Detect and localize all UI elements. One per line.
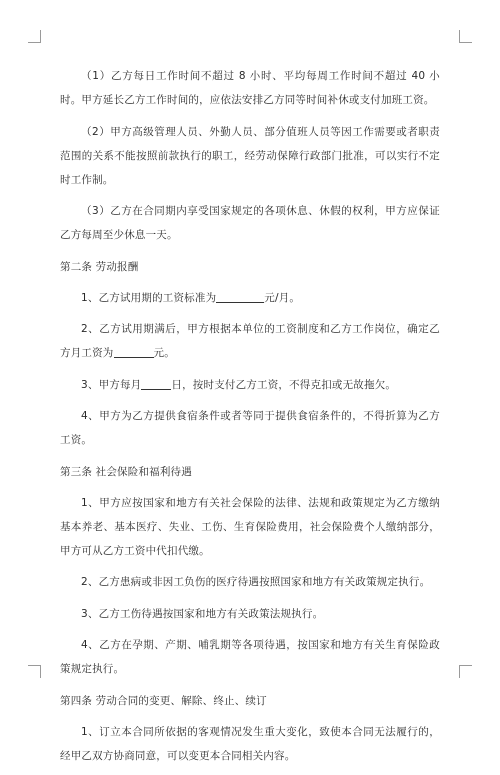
paragraph-working-hours: （1）乙方每日工作时间不超过 8 小时、平均每周工作时间不超过 40 小时。甲方延长乙方工作时间的，应依法安排乙方同等时间补休或支付加班工资。: [60, 70, 440, 106]
paragraph-text: 2、乙方试用期满后，甲方根据本单位的工资制度和乙方工作岗位，确定乙方月工资为: [60, 323, 440, 359]
paragraph-pay-day: [60, 373, 440, 397]
paragraph-text: 1、乙方试用期的工资标准为: [81, 291, 217, 304]
fill-in-blank[interactable]: [216, 288, 264, 303]
paragraph-text: 元。: [153, 347, 175, 359]
crop-mark-bottom-right: [459, 665, 472, 678]
crop-mark-top-right: [459, 30, 472, 43]
paragraph-flexible-hours: （2）甲方高级管理人员、外勤人员、部分值班人员等因工作需要或者职责范围的关系不能按照前款执行的职工，经劳动保障行政部门批准，可以实行不定时工作制。: [60, 125, 440, 186]
paragraph-medical-treatment: 2、乙方患病或非因工负伤的医疗待遇按照国家和地方有关政策规定执行。: [81, 576, 431, 588]
paragraph-text: 3、甲方每月: [81, 378, 142, 391]
paragraph-work-injury: 3、乙方工伤待遇按国家和地方有关政策法规执行。: [81, 607, 324, 620]
paragraph-social-insurance: 1、甲方应按国家和地方有关社会保险的法律、法规和政策规定为乙方缴纳基本养老、基本医疗、失业、工伤、生育保险费用，社会保险费个人缴纳部分，甲方可从乙方工资中代扣代缴。: [60, 496, 440, 557]
paragraph-monthly-wage: [60, 317, 440, 365]
paragraph-maternity: 4、乙方在孕期、产期、哺乳期等各项待遇，按国家和地方有关生育保险政策规定执行。: [60, 639, 440, 675]
fill-in-blank[interactable]: [114, 343, 154, 358]
paragraph-contract-variation: 1、订立本合同所依据的客观情况发生重大变化，致使本合同无法履行的，经甲乙双方协商同意，可以变更本合同相关内容。: [60, 725, 440, 762]
paragraph-text: 日，按时支付乙方工资，不得克扣或无故拖欠。: [171, 378, 397, 391]
section-heading-remuneration: 第二条 劳动报酬: [60, 260, 139, 273]
paragraph-rest-days: （3）乙方在合同期内享受国家规定的各项休息、休假的权利，甲方应保证乙方每周至少休息一天。: [60, 205, 440, 241]
crop-mark-bottom-left: [28, 665, 41, 678]
paragraph-board-lodging: 4、甲方为乙方提供食宿条件或者等同于提供食宿条件的，不得折算为乙方工资。: [60, 410, 440, 446]
section-heading-social-insurance: 第三条 社会保险和福利待遇: [60, 465, 192, 478]
paragraph-text: 元/月。: [264, 291, 301, 304]
section-heading-contract-changes: 第四条 劳动合同的变更、解除、终止、续订: [60, 694, 267, 707]
fill-in-blank[interactable]: [141, 375, 171, 390]
document-body: [60, 64, 440, 775]
paragraph-probation-wage: [60, 286, 440, 310]
crop-mark-top-left: [28, 30, 41, 43]
